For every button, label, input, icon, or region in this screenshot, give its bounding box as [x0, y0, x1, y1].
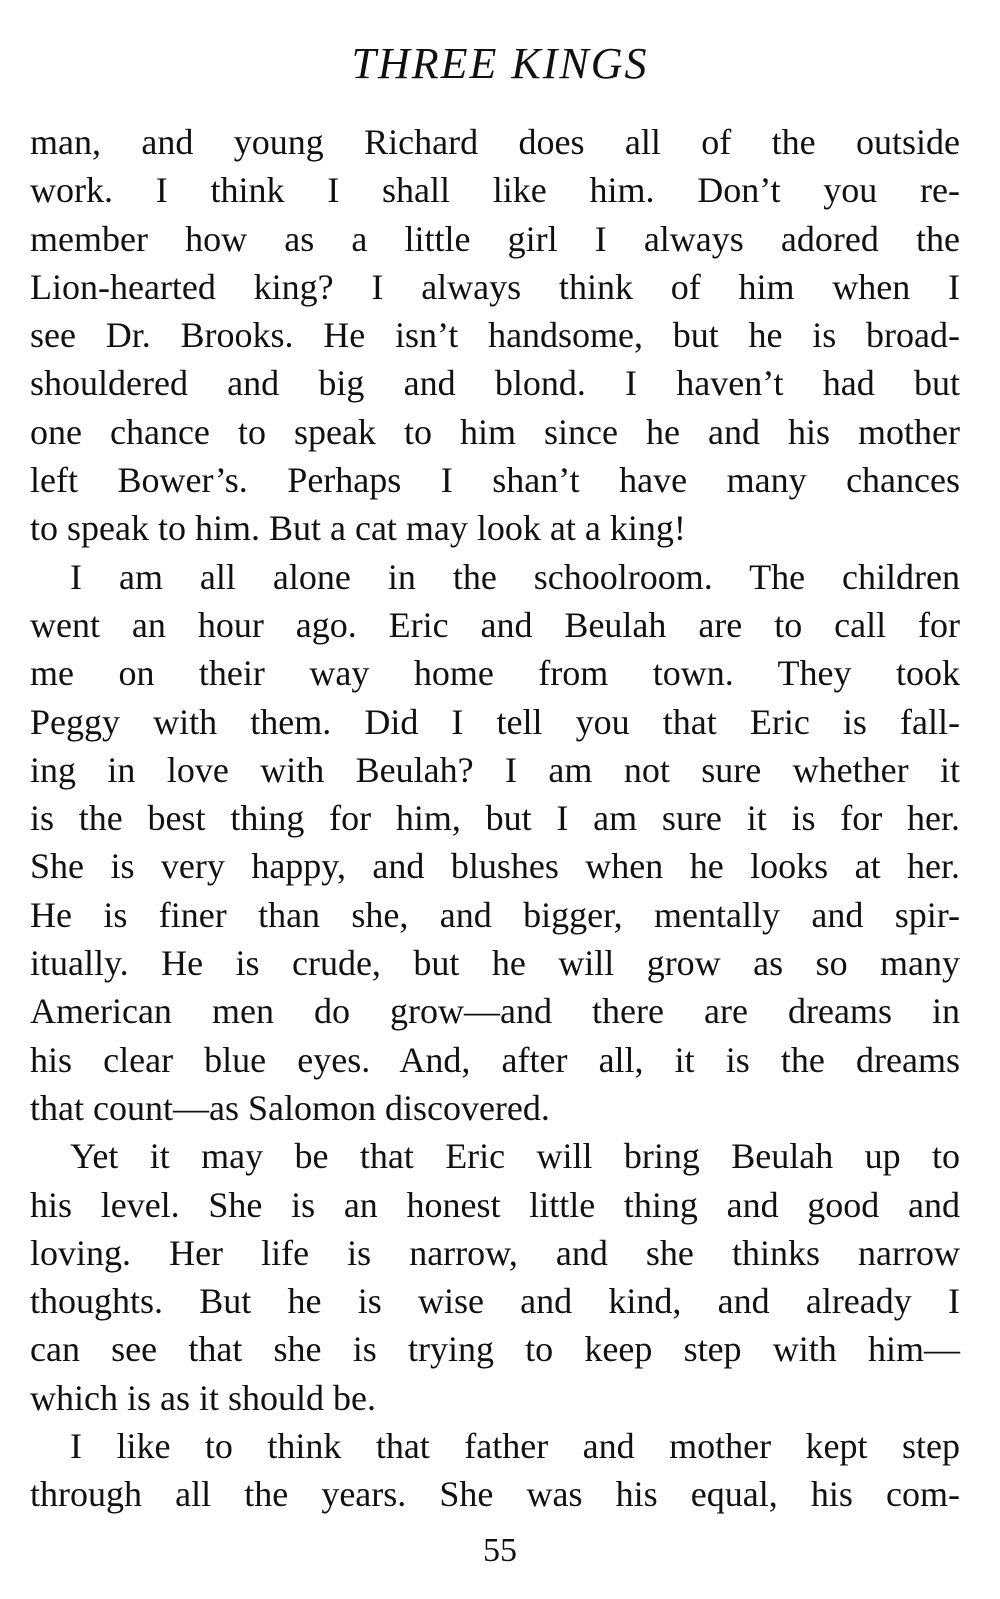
text-line: work. I think I shall like him. Don’t you re-: [30, 170, 960, 211]
text-line: that count—as Salomon discovered.: [30, 1087, 550, 1128]
text-line: Peggy with them. Did I tell you that Eric is fall-: [30, 701, 960, 742]
text-line: is the best thing for him, but I am sure it is for her.: [30, 798, 960, 839]
text-line: shouldered and big and blond. I haven’t had but: [30, 363, 960, 404]
text-line: see Dr. Brooks. He isn’t handsome, but he is broad-: [30, 315, 960, 356]
text-line: left Bower’s. Perhaps I shan’t have many chances: [30, 460, 960, 501]
text-line: to speak to him. But a cat may look at a king!: [30, 508, 686, 549]
paragraph-start-line: Yet it may be that Eric will bring Beulah up to: [70, 1136, 960, 1177]
paragraph-start-line: I like to think that father and mother kept step: [70, 1426, 960, 1467]
text-line: American men do grow—and there are dreams in: [30, 991, 960, 1032]
text-line: itually. He is crude, but he will grow as so many: [30, 943, 960, 984]
text-line: man, and young Richard does all of the outside: [30, 122, 960, 162]
paragraph-start-line: I am all alone in the schoolroom. The children: [70, 556, 960, 597]
text-line: his clear blue eyes. And, after all, it is the dreams: [30, 1039, 960, 1080]
text-line: can see that she is trying to keep step with him—: [30, 1329, 960, 1370]
text-line: through all the years. She was his equal, his com-: [30, 1474, 960, 1515]
text-line: me on their way home from town. They took: [30, 653, 960, 694]
text-line: Lion-hearted king? I always think of him when I: [30, 266, 960, 307]
text-line: went an hour ago. Eric and Beulah are to call for: [30, 604, 960, 645]
text-line: member how as a little girl I always adored the: [30, 218, 960, 259]
text-line: his level. She is an honest little thing and good and: [30, 1184, 960, 1225]
text-line: one chance to speak to him since he and his mother: [30, 411, 960, 452]
text-line: He is finer than she, and bigger, mentally and spir-: [30, 894, 960, 935]
text-line: She is very happy, and blushes when he looks at her.: [30, 846, 960, 887]
text-line: thoughts. But he is wise and kind, and already I: [30, 1281, 960, 1322]
text-line: loving. Her life is narrow, and she thinks narrow: [30, 1232, 960, 1273]
text-line: which is as it should be.: [30, 1377, 376, 1418]
body-text: [30, 118, 960, 1519]
page-number: 55: [483, 1532, 517, 1569]
running-head: THREE KINGS: [351, 39, 649, 88]
text-line: ing in love with Beulah? I am not sure whether it: [30, 749, 960, 790]
